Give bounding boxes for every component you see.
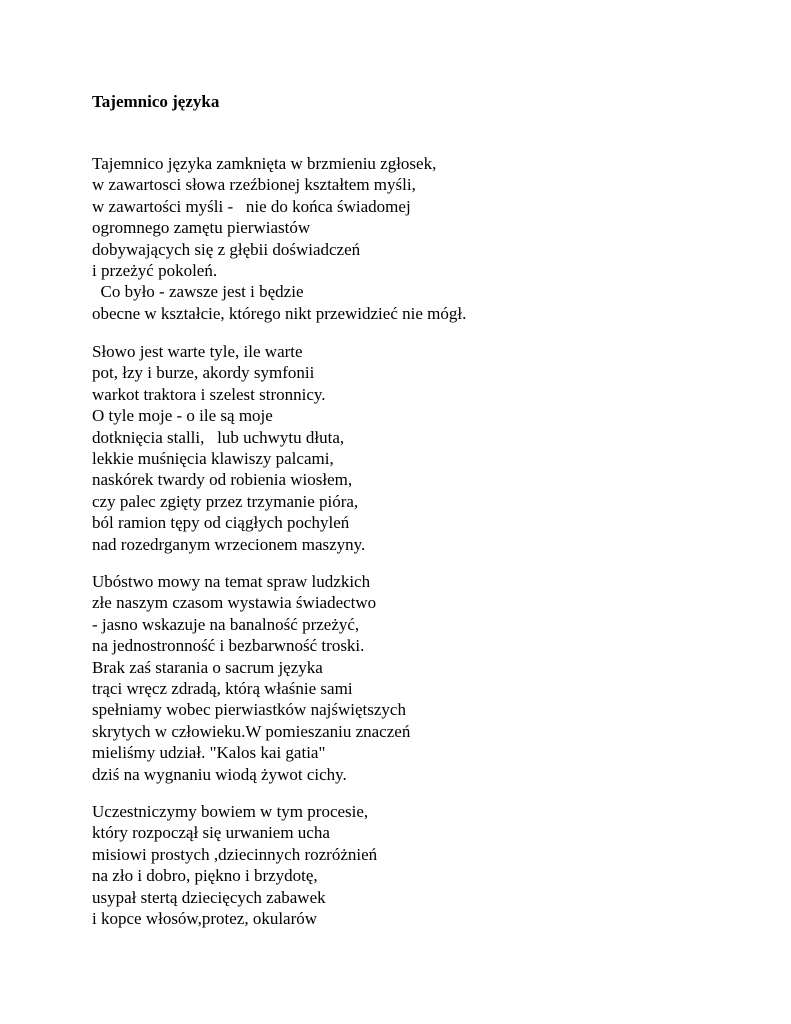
poem-line: czy palec zgięty przez trzymanie pióra, (92, 491, 359, 511)
page-title: Tajemnico języka (92, 92, 220, 111)
poem-line: - jasno wskazuje na banalność przeżyć, (92, 614, 360, 634)
poem-line: w zawartości myśli - nie do końca świadomej (92, 196, 411, 216)
poem-line: Tajemnico języka zamknięta w brzmieniu zgłosek, (92, 154, 437, 173)
poem-line: Uczestniczymy bowiem w tym procesie, (92, 802, 369, 821)
poem-line: Brak zaś starania o sacrum języka (92, 657, 323, 677)
poem-line: w zawartosci słowa rzeźbionej kształtem myśli, (92, 175, 416, 195)
poem-line: i przeżyć pokoleń. (92, 261, 218, 281)
poem-line: nad rozedrganym wrzecionem maszyny. (92, 534, 366, 554)
poem-line: ogromnego zamętu pierwiastów (92, 218, 311, 238)
poem-line: ból ramion tępy od ciągłych pochyleń (92, 513, 350, 533)
poem-line: lekkie muśnięcia klawiszy palcami, (92, 449, 334, 469)
poem-line: na jednostronność i bezbarwność troski. (92, 636, 365, 656)
poem-line: Ubóstwo mowy na temat spraw ludzkich (92, 572, 371, 591)
poem-line: warkot traktora i szelest stronnicy. (92, 384, 326, 404)
stanza-4 (92, 801, 377, 929)
poem-line: O tyle moje - o ile są moje (92, 406, 273, 426)
poem-line: spełniamy wobec pierwiastków najświętszych (92, 700, 406, 720)
poem-line: dziś na wygnaniu wiodą żywot cichy. (92, 764, 347, 784)
poem-line: Słowo jest warte tyle, ile warte (92, 342, 303, 361)
poem-line: dobywających się z głębii doświadczeń (92, 239, 361, 259)
poem-line: skrytych w człowieku.W pomieszaniu znaczeń (92, 721, 411, 741)
poem-line: trąci wręcz zdradą, którą właśnie sami (92, 679, 353, 699)
poem-line: złe naszym czasom wystawia świadectwo (92, 593, 377, 613)
poem-line: i kopce włosów,protez, okularów (92, 909, 318, 929)
poem-line: usypał stertą dziecięcych zabawek (92, 887, 326, 907)
poem-line: mieliśmy udział. "Kalos kai gatia" (92, 743, 326, 763)
poem-line: dotknięcia stalli, lub uchwytu dłuta, (92, 427, 345, 447)
stanza-2 (92, 341, 365, 555)
poem-line: misiowi prostych ,dziecinnych rozróżnień (92, 844, 378, 864)
stanza-3 (92, 571, 410, 785)
poem-line: na zło i dobro, piękno i brzydotę, (92, 866, 318, 886)
poem-line: Co było - zawsze jest i będzie (92, 282, 304, 302)
poem-line: pot, łzy i burze, akordy symfonii (92, 363, 315, 383)
stanza-1 (92, 153, 466, 324)
poem-line: który rozpoczął się urwaniem ucha (92, 823, 330, 843)
poem-line: obecne w kształcie, którego nikt przewidzieć nie mógł. (92, 303, 467, 323)
poem-line: naskórek twardy od robienia wiosłem, (92, 470, 353, 490)
